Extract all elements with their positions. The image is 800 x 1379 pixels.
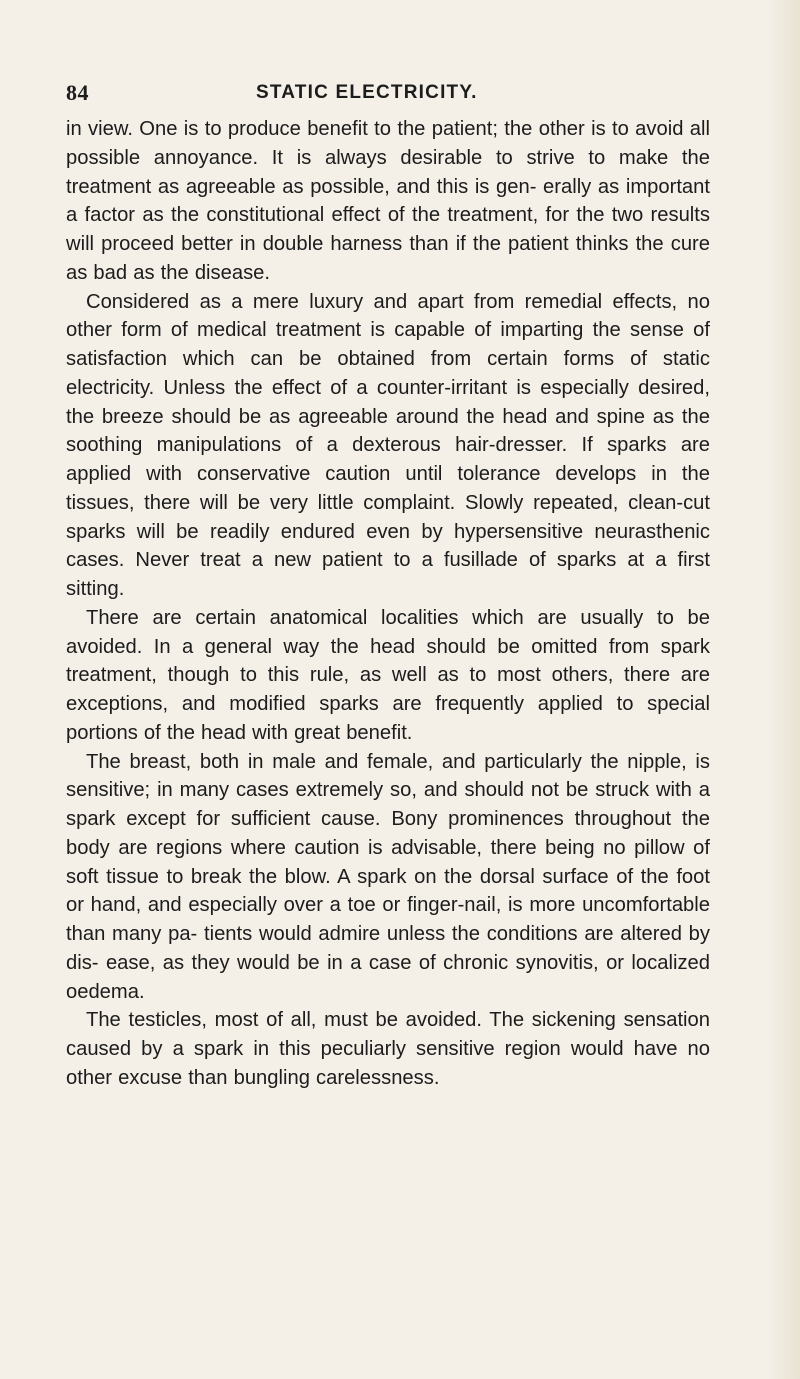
page-number: 84 — [66, 80, 89, 105]
page-header — [66, 80, 706, 110]
paragraph: There are certain anatomical localities which are usually to be avoided. In a general way the head should be omitted from spark treatment, though to this rule, as well as to most others, there are exceptions, and modified sparks are frequently applied to special portions of the head with great benefit. — [66, 606, 710, 744]
body-text — [66, 115, 710, 1093]
paragraph: Considered as a mere luxury and apart from remedial effects, no other form of medical treatment is capable of imparting the sense of satisfaction which can be obtained from certain forms of static electricity. Unless the effect of a counter-irritant is especially desired, the breeze should be as agreeable around the head and spine as the soothing manipulations of a dexterous hair-dresser. If sparks are applied with conservative caution until tolerance develops in the tissues, there will be very little complaint. Slowly repeated, clean-cut sparks will be readily endured even by hypersensitive neurasthenic cases. Never treat a new patient to a fusillade of sparks at a first sitting. — [66, 290, 710, 600]
paragraph: The breast, both in male and female, and particularly the nipple, is sensitive; in many cases extremely so, and should not be struck with a spark except for sufficient cause. Bony prominences throughout the body are regions where caution is advisable, there being no pillow of soft tissue to break the blow. A spark on the dorsal surface of the foot or hand, and especially over a toe or finger-nail, is more uncomfortable than many pa- tients would admire unless the conditions are altered by dis- ease, as they would be in a case of chronic synovitis, or localized oedema. — [66, 750, 710, 1003]
paragraph: in view. One is to produce benefit to the patient; the other is to avoid all possible annoyance. It is always desirable to strive to make the treatment as agreeable as possible, and this is gen- erally as important a factor as the constitutional effect of the treatment, for the two results will proceed better in double harness than if the patient thinks the cure as bad as the disease. — [66, 118, 710, 284]
running-head: STATIC ELECTRICITY. — [256, 82, 478, 103]
paragraph: The testicles, most of all, must be avoided. The sickening sensation caused by a spark in this peculiarly sensitive region would have no other excuse than bungling carelessness. — [66, 1009, 710, 1089]
